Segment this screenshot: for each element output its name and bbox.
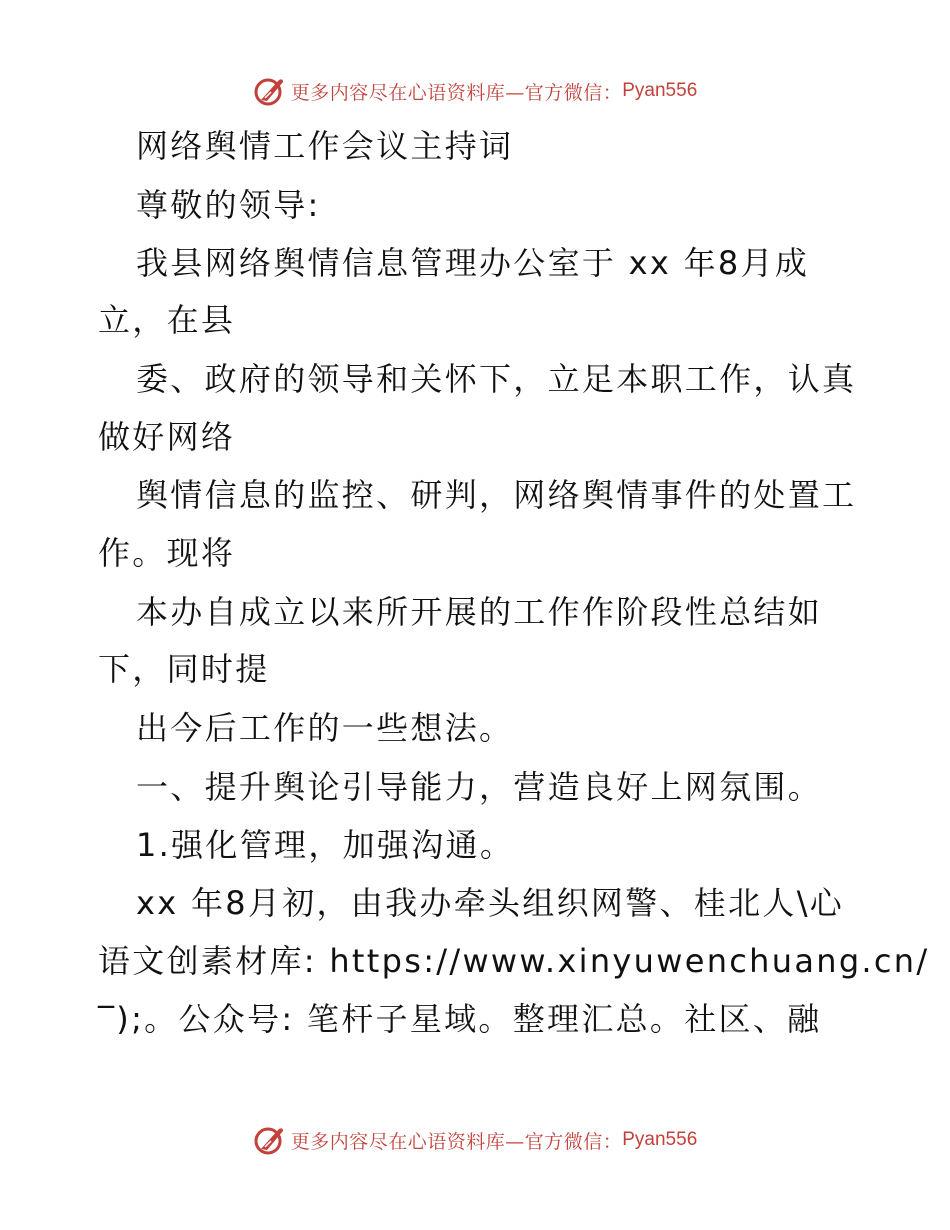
paragraph-line: 本办自成立以来所开展的工作作阶段性总结如 — [136, 593, 823, 631]
paragraph-line: xx 年8月初，由我办牵头组织网警、桂北人\心 — [136, 884, 845, 922]
feather-pen-logo-icon — [253, 1123, 287, 1157]
section-heading: 一、提升舆论引导能力，营造良好上网氛围。 — [136, 768, 823, 806]
paragraph-line: 做好网络 — [98, 418, 236, 456]
paragraph-line: 作。现将 — [98, 534, 236, 572]
paragraph-line: 出今后工作的一些想法。 — [136, 709, 514, 747]
document-title: 网络舆情工作会议主持词 — [136, 127, 514, 165]
salutation: 尊敬的领导: — [136, 186, 321, 224]
paragraph-line: 我县网络舆情信息管理办公室于 xx 年8月成 — [136, 244, 810, 282]
paragraph-line: ‾);。公众号: 笔杆子星域。整理汇总。社区、融 — [98, 1000, 822, 1038]
watermark-wechat-id: Pyan556 — [622, 1129, 698, 1150]
subsection-heading: 1.强化管理，加强沟通。 — [136, 826, 515, 864]
paragraph-line: 下，同时提 — [98, 650, 270, 688]
paragraph-line: 立，在县 — [98, 301, 236, 339]
footer-watermark — [0, 1120, 950, 1160]
watermark-text: 更多内容尽在心语资料库—官方微信： — [290, 81, 623, 104]
watermark-text: 更多内容尽在心语资料库—官方微信： — [290, 1130, 623, 1153]
watermark-wechat-id: Pyan556 — [622, 80, 698, 101]
paragraph-line: 舆情信息的监控、研判，网络舆情事件的处置工 — [136, 476, 857, 514]
paragraph-line: 语文创素材库: https://www.xinyuwenchuang.cn/ — [98, 942, 930, 980]
feather-pen-logo-icon — [253, 74, 287, 108]
paragraph-line: 委、政府的领导和关怀下，立足本职工作，认真 — [136, 360, 857, 398]
header-watermark — [0, 71, 950, 111]
